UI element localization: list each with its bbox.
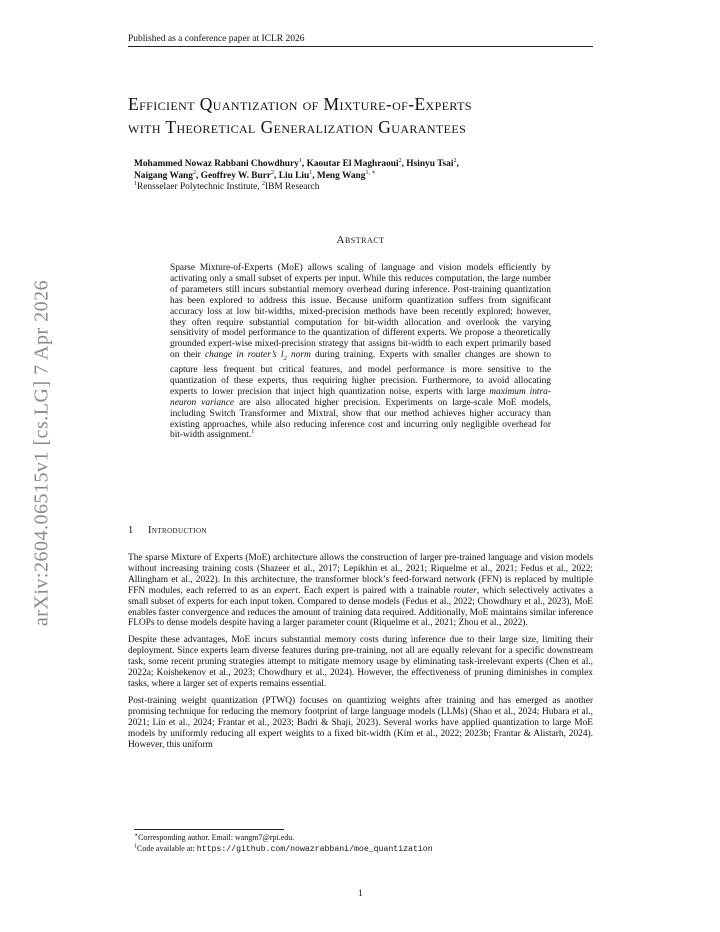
title-line-1: Efficient Quantization of Mixture-of-Experts: [128, 94, 472, 114]
paragraph: [128, 553, 593, 629]
section-heading-introduction: [128, 525, 593, 536]
affiliation-mark: 1: [298, 157, 302, 164]
affiliation-mark: 1: [134, 180, 137, 187]
abstract-heading: Abstract: [336, 234, 385, 246]
section-title: Introduction: [148, 525, 207, 536]
author-name: Meng Wang: [316, 170, 366, 181]
paragraph: Despite these advantages, MoE incurs substantial memory costs during inference due to their large size, limiting their deployment. Since experts learn diverse features during pre-training, not all are equally relevant for a specific downstream task, some recent pruning strategies attempt to mitigate memory usage by eliminating task-irrelevant experts (Chen et al., 2022a; Koishekenov et al., 2023; Chowdhury et al., 2024). However, the effectiveness of pruning diminishes in complex tasks, where a larger set of experts remains essential.: [128, 635, 593, 689]
abstract-subscript: 2: [283, 355, 287, 363]
footnote-corresponding: [134, 832, 594, 843]
author-name: Liu Liu: [278, 170, 310, 181]
running-header: Published as a conference paper at ICLR 2026: [128, 34, 593, 47]
affiliations: [134, 182, 594, 194]
paragraph: Post-training weight quantization (PTWQ) focuses on quantizing weights after training and has emerged as another promising technique for reducing the memory footprint of large language models (LLMs) (Shao et al., 2024; Hubara et al., 2021; Lin et al., 2024; Frantar et al., 2023; Badri & Shaji, 2023). Several works have applied quantization to large MoE models by uniformly reducing all expert weights to a fixed bit-width (Kim et al., 2022; 2023b; Frantar & Alistarh, 2024). However, this uniform: [128, 695, 593, 750]
footnote-code: [134, 843, 594, 855]
author-name: Mohammed Nowaz Rabbani Chowdhury: [134, 159, 299, 169]
footnotes: [134, 832, 594, 855]
page-number: 1: [358, 889, 363, 899]
arxiv-stamp-text: arXiv:2604.06515v1 [cs.LG] 7 Apr 2026: [30, 279, 53, 627]
abstract-emphasis: change in router’s l: [204, 350, 284, 361]
title-line-2: with Theoretical Generalization Guarantees: [128, 117, 467, 137]
author-names: Mohammed Nowaz Rabbani Chowdhury$^1$, Kaoutar El Maghraoui$^2$, Hsinyu Tsai$^2$, Naigang Wang$^2$, Geoffrey W. Burr$^2$, Liu Liu$^1$, Meng Wang$^{1, ∗}$: [134, 157, 459, 181]
paper-title: [128, 93, 608, 139]
abstract-span: are also allocated higher precision. Experiments on large-scale MoE models, including Switch Transformer and Mixtral, show that our method achieves higher accuracy than existing approaches, while also reducing inference cost and incurring only negligible overhead for bit-width assignment.: [170, 397, 551, 441]
footnote-text: Corresponding author. Email: wangm7@rpi.edu.: [138, 833, 295, 842]
abstract-emphasis: maximum intra-neuron variance: [170, 386, 551, 408]
affiliation-mark: 2: [453, 157, 457, 164]
section-number: 1: [128, 525, 134, 536]
author-name: Hsinyu Tsai: [406, 159, 454, 169]
affiliation-mark: 2: [271, 169, 275, 176]
author-name: Kaoutar El Maghraoui: [306, 159, 399, 169]
arxiv-stamp: [22, 268, 62, 638]
affiliation-mark: 2: [192, 169, 196, 176]
abstract-emphasis: norm: [286, 350, 311, 361]
paragraph-span: , which selectively activates a small subset of experts for each input token. Compared to dense models (Fedus et al., 2022; Chowdhury et al., 2023), MoE enables faster convergence and reduces the amount of training data required. Additionally, MoE maintains similar inference FLOPs to dense models despite having a larger parameter count (Riquelme et al., 2021; Zhou et al., 2022).: [128, 585, 594, 629]
paragraph-span: The sparse Mixture of Experts (MoE) architecture allows the construction of larger pre-trained language and vision models without increasing training costs (Shazeer et al., 2017; Lepikhin et al., 2021; Riquelme et al., 2021; Fedus et al., 2022; Allingham et al., 2022). In this architecture, the transformer block’s feed-forward network (FFN) is replaced by multiple FFN modules, each referred to as an: [128, 553, 593, 596]
paragraph-span: . Each expert is paired with a trainable: [297, 585, 454, 596]
emphasis: router: [453, 585, 477, 596]
introduction-body: [128, 553, 593, 756]
affiliation-rpi: Rensselaer Polytechnic Institute,: [137, 182, 262, 192]
affiliation-ibm: IBM Research: [264, 182, 320, 192]
footnote-rule: [134, 829, 284, 830]
emphasis: expert: [274, 585, 298, 596]
abstract-span: Sparse Mixture-of-Experts (MoE) allows scaling of language and vision models efficiently by activating only a small subset of experts per input. While this reduces computation, the large number of parameters still incurs substantial memory overhead during inference. Post-training quantization has been explored to address this issue. Because uniform quantization suffers from significant accuracy loss at low bit-widths, mixed-precision methods have been recently explored; however, they often require substantial computation for bit-width allocation and overlook the varying sensitivity of model performance to the quantization of different experts. We propose a theoretically grounded expert-wise mixed-precision strategy that assigns bit-width to each expert primarily based on their: [170, 263, 551, 361]
footnote-mark: ∗: [134, 832, 139, 839]
abstract-span: during training. Experts with smaller changes are shown to capture less frequent but critical features, and model performance is more sensitive to the quantization of these experts, thus requiring higher precision. Furthermore, to avoid allocating experts to lower precision that inject high quantization noise, experts with large: [170, 350, 552, 397]
author-name: Naigang Wang: [134, 170, 193, 181]
code-url-link[interactable]: https://github.com/nowazrabbani/moe_quantization: [196, 845, 433, 854]
footnote-mark: 1: [134, 843, 137, 850]
affiliation-mark: 1: [309, 169, 313, 176]
affiliation-mark: 1, ∗: [365, 169, 376, 176]
author-block: [134, 159, 594, 194]
footnote-text: Code available at:: [137, 844, 197, 853]
affiliation-mark: 2: [261, 180, 265, 187]
affiliation-mark: 2: [398, 157, 402, 164]
author-name: Geoffrey W. Burr: [200, 170, 272, 181]
footnote-link[interactable]: 1: [251, 429, 255, 436]
abstract-text: [170, 263, 551, 441]
